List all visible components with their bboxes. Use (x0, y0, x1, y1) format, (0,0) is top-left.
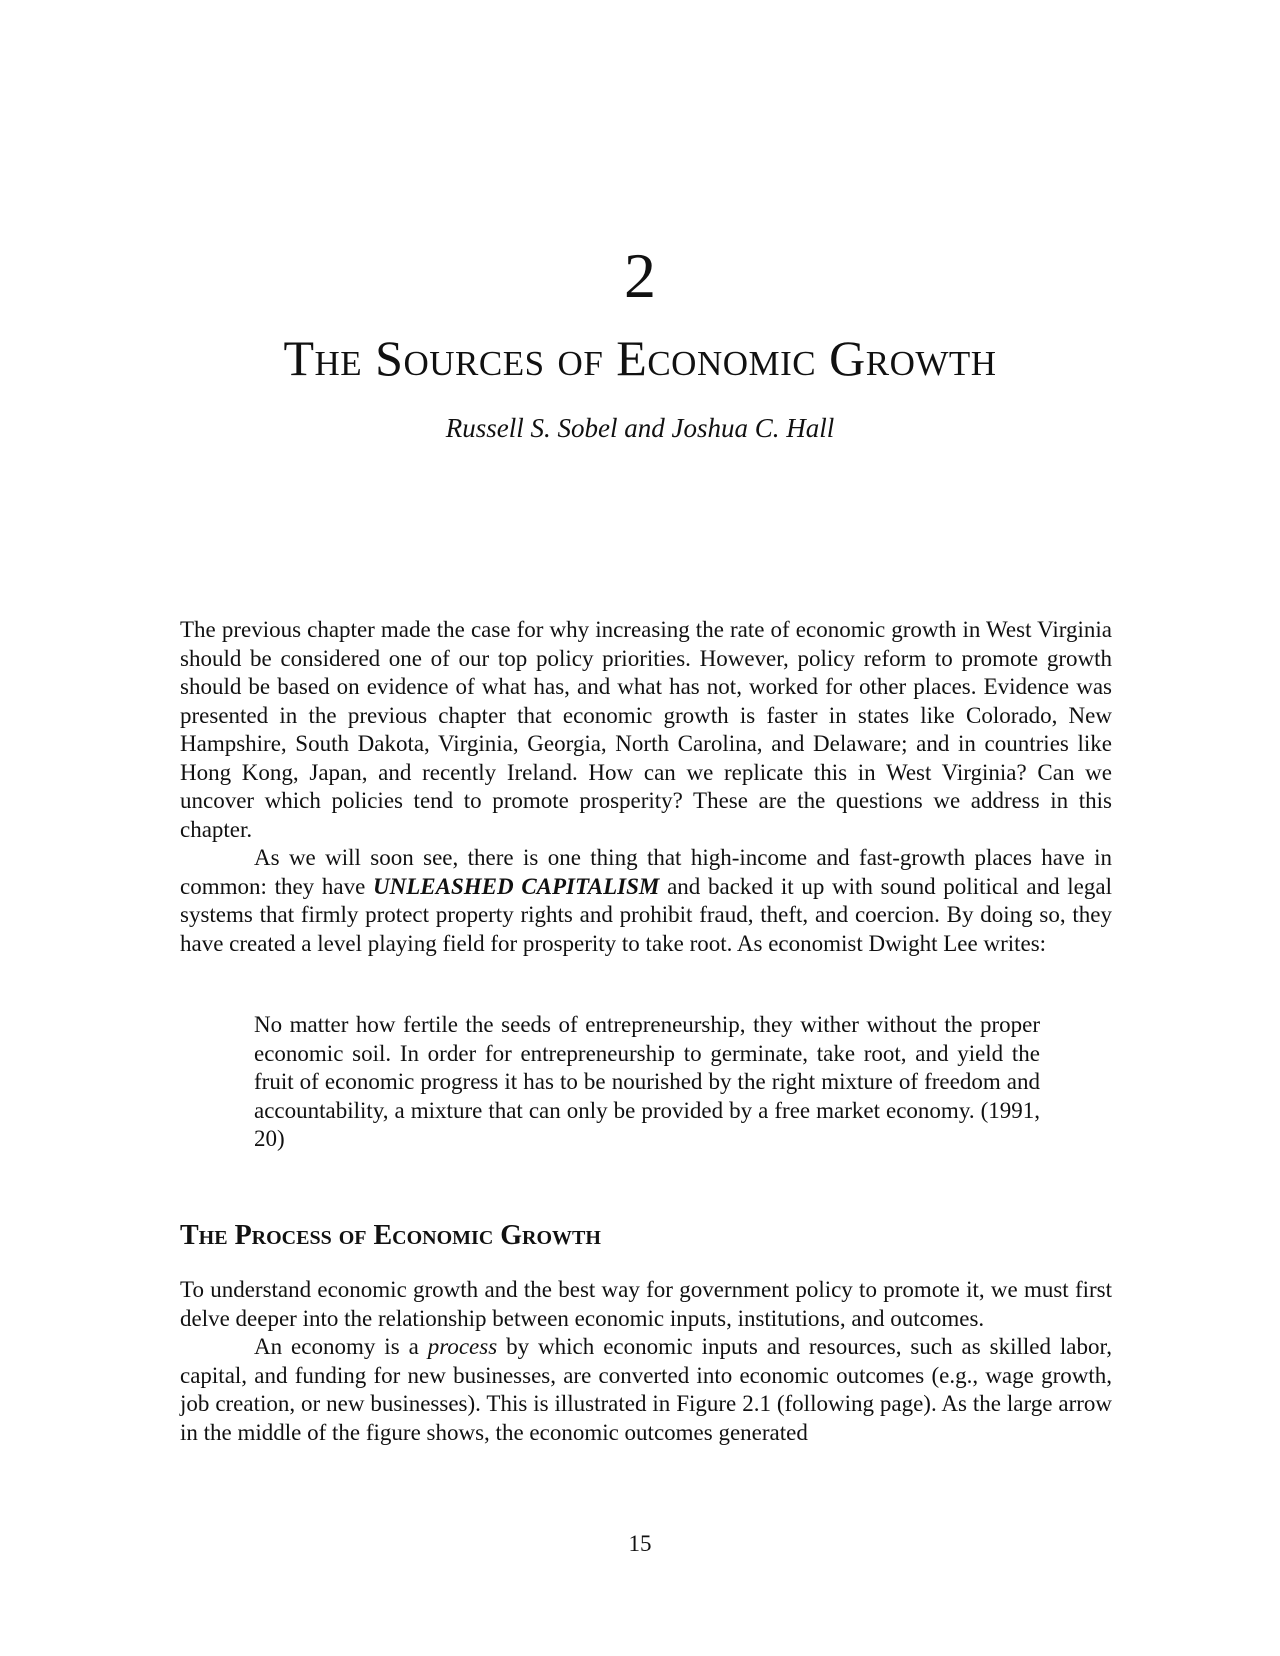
process-paragraph-2-start: An economy is a (254, 1334, 428, 1359)
unleashed-capitalism-emphasis: UNLEASHED CAPITALISM (373, 873, 660, 899)
intro-section (180, 616, 1112, 958)
process-paragraph-2-end: by which economic inputs and resources, such as skilled labor, capital, and funding for new businesses, are converted into economic outcomes (e.g., wage growth, job creation, or new businesses). This is illustrated in Figure 2.1 (following page). As the large arrow in the middle of the figure shows, the economic outcomes generated (180, 1334, 1112, 1445)
process-section (180, 1276, 1112, 1447)
chapter-title: The Sources of Economic Growth (283, 330, 997, 386)
intro-paragraph-2-end: and backed it up with sound political and legal systems that firmly protect property rights and prohibit fraud, theft, and coercion. By doing so, they have created a level playing field for prosperity to take root. As economist Dwight Lee writes: (180, 873, 1112, 956)
chapter-number: 2 (624, 240, 656, 311)
intro-paragraph-2-start: As we will soon see, there is one thing that high-income and fast-growth places have in common: they have (180, 845, 1112, 899)
process-paragraph-2 (180, 1333, 1112, 1447)
process-emphasis: process (427, 1334, 498, 1359)
chapter-authors: Russell S. Sobel and Joshua C. Hall (445, 413, 835, 443)
block-quote-text: No matter how fertile the seeds of entrepreneurship, they wither without the proper economic soil. In order for entrepreneurship to germinate, take root, and yield the fruit of economic progress it has to be nourished by the right mixture of freedom and accountability, a mixture that can only be provided by a free market economy. (1991, 20) (254, 1012, 1040, 1151)
process-paragraph-1: To understand economic growth and the best way for government policy to promote it, we must first delve deeper into the relationship between economic inputs, institutions, and outcomes. (180, 1277, 1112, 1331)
page-number: 15 (628, 1531, 652, 1556)
section-heading: The Process of Economic Growth (180, 1220, 601, 1251)
block-quote (254, 1011, 1040, 1154)
intro-paragraph-1: The previous chapter made the case for why increasing the rate of economic growth in West Virginia should be considered one of our top policy priorities. However, policy reform to promote growth should be based on evidence of what has, and what has not, worked for other places. Evidence was presented in the previous chapter that economic growth is faster in states like Colorado, New Hampshire, South Dakota, Virginia, Georgia, North Carolina, and Delaware; and in countries like Hong Kong, Japan, and recently Ireland. How can we replicate this in West Virginia? Can we uncover which policies tend to promote prosperity? These are the questions we address in this chapter. (180, 617, 1112, 842)
intro-paragraph-2 (180, 844, 1112, 958)
